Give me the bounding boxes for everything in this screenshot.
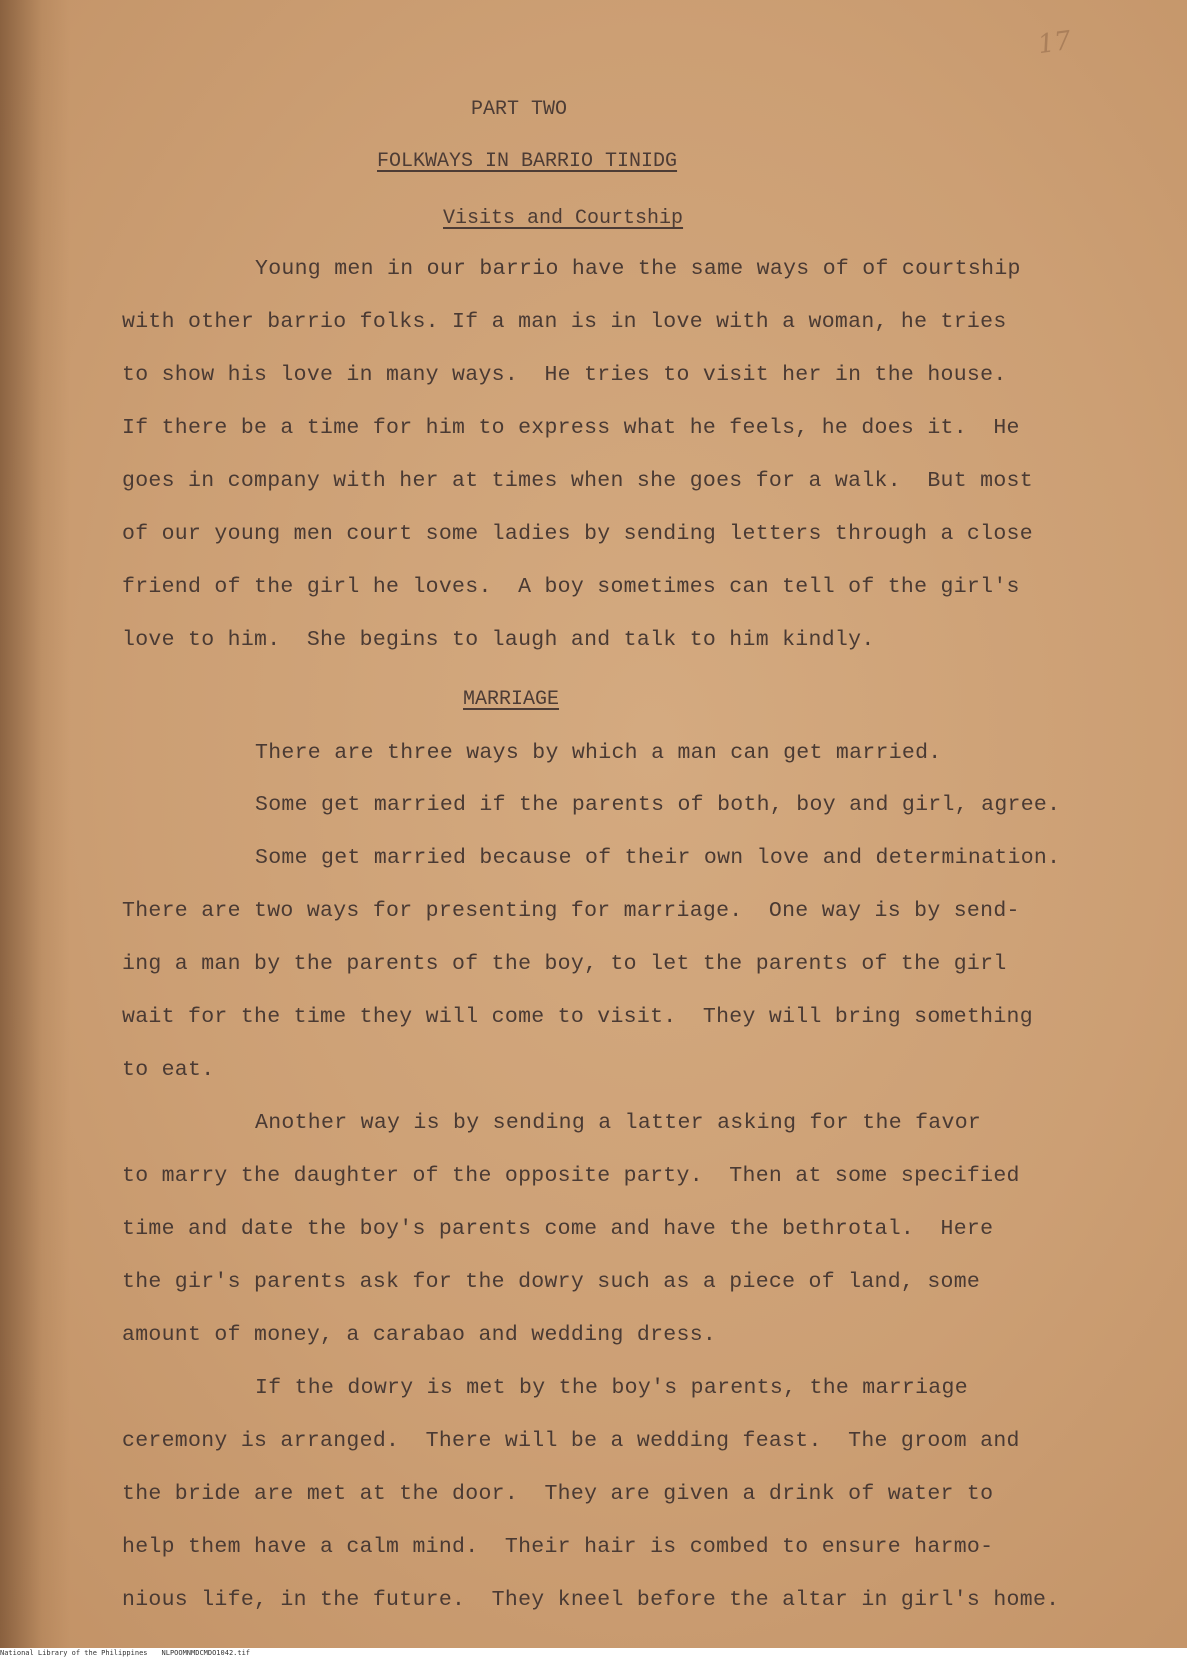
body-line: to show his love in many ways. He tries to visit her in the house. — [122, 363, 1007, 387]
visits-courtship-heading: Visits and Courtship — [443, 207, 684, 230]
body-line: Young men in our barrio have the same ways of of courtship — [255, 257, 1021, 281]
body-line: Some get married if the parents of both, boy and girl, agree. — [255, 793, 1061, 817]
footer-file: NLPOOMNMDCMDO1042.tif — [161, 1649, 251, 1657]
footer-library: National Library of the Philippines — [0, 1649, 148, 1657]
body-line: ing a man by the parents of the boy, to let the parents of the girl — [122, 952, 1007, 976]
body-line: ceremony is arranged. There will be a wedding feast. The groom and — [122, 1429, 1020, 1453]
body-line: Some get married because of their own love and determination. — [255, 846, 1061, 870]
binding-shadow — [0, 0, 70, 1648]
body-line: help them have a calm mind. Their hair is combed to ensure harmo- — [122, 1535, 994, 1559]
marriage-heading: MARRIAGE — [463, 688, 560, 711]
body-line: the bride are met at the door. They are given a drink of water to — [122, 1482, 994, 1506]
body-line: with other barrio folks. If a man is in love with a woman, he tries — [122, 310, 1007, 334]
body-line: friend of the girl he loves. A boy sometimes can tell of the girl's — [122, 575, 1020, 599]
part-heading: PART TWO — [471, 98, 568, 121]
body-line: There are two ways for presenting for marriage. One way is by send- — [122, 899, 1020, 923]
scan-footer — [0, 1648, 1187, 1658]
body-line: to marry the daughter of the opposite party. Then at some specified — [122, 1164, 1020, 1188]
body-line: the gir's parents ask for the dowry such as a piece of land, some — [122, 1270, 981, 1294]
body-line: There are three ways by which a man can get married. — [255, 741, 942, 765]
body-line: goes in company with her at times when she goes for a walk. But most — [122, 469, 1033, 493]
body-line: of our young men court some ladies by sending letters through a close — [122, 522, 1033, 546]
body-line: amount of money, a carabao and wedding dress. — [122, 1323, 717, 1347]
body-line: love to him. She begins to laugh and talk to him kindly. — [122, 628, 875, 652]
body-line: wait for the time they will come to visit. They will bring something — [122, 1005, 1033, 1029]
title-heading: FOLKWAYS IN BARRIO TINIDG — [377, 150, 678, 173]
body-line: If the dowry is met by the boy's parents, the marriage — [255, 1376, 968, 1400]
body-line: nious life, in the future. They kneel before the altar in girl's home. — [122, 1588, 1060, 1612]
page-number: 17 — [1036, 25, 1074, 61]
body-line: Another way is by sending a latter asking for the favor — [255, 1111, 982, 1135]
body-line: If there be a time for him to express what he feels, he does it. He — [122, 416, 1020, 440]
body-line: time and date the boy's parents come and have the bethrotal. Here — [122, 1217, 994, 1241]
body-line: to eat. — [122, 1058, 215, 1082]
